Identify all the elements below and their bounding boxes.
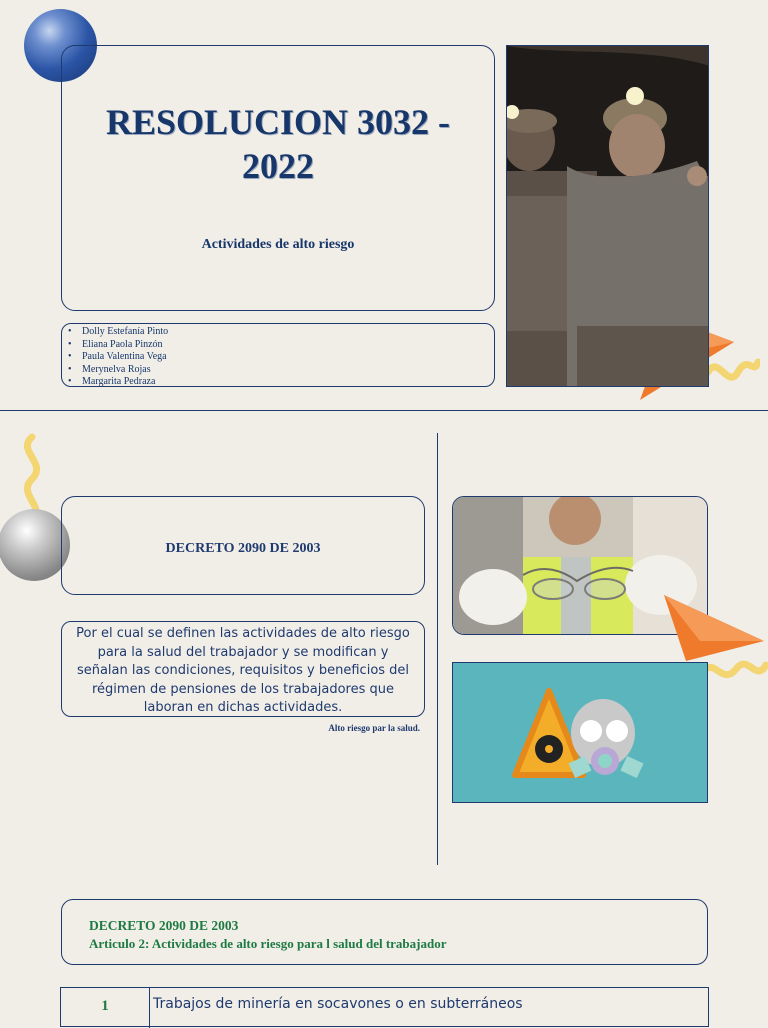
gray-sphere-decoration: [0, 509, 70, 581]
author-item: • Paula Valentina Vega: [82, 351, 494, 364]
slide-2: [0, 411, 768, 871]
slide-1: [0, 0, 768, 410]
decreto-heading: DECRETO 2090 DE 2003: [165, 541, 321, 556]
miners-photo: [506, 45, 709, 387]
page-title: RESOLUCION 3032 - 2022: [105, 102, 451, 186]
authors-list: [62, 326, 494, 387]
author-item: • Dolly Estefanía Pinto: [82, 326, 494, 339]
author-item: • Eliana Paola Pinzón: [82, 339, 494, 352]
vertical-divider: [437, 433, 438, 865]
author-item: • Merynelva Rojas: [82, 364, 494, 377]
radiation-gas-mask-icon: [452, 662, 708, 803]
row-number: 1: [61, 988, 150, 1028]
row-text: Trabajos de minería en socavones o en subterráneos: [153, 996, 523, 1012]
image-caption: Alto riesgo par la salud.: [328, 723, 420, 733]
authors-box: [61, 323, 495, 387]
description-text: Por el cual se definen las actividades de alto riesgo para la salud del trabajador y se modifican y señalan las condiciones, requisitos y beneficios del régimen de pensiones de los trabajadores que laboran en dichas actividades.: [76, 626, 410, 715]
author-item: • Margarita Pedraza: [82, 376, 494, 387]
article-subheading: Articulo 2: Actividades de alto riesgo para l salud del trabajador: [89, 936, 447, 951]
table-row: [60, 987, 709, 1027]
slide-3: [0, 872, 768, 1024]
page-subtitle: Actividades de alto riesgo: [201, 237, 355, 252]
article-heading: DECRETO 2090 DE 2003: [89, 918, 239, 933]
